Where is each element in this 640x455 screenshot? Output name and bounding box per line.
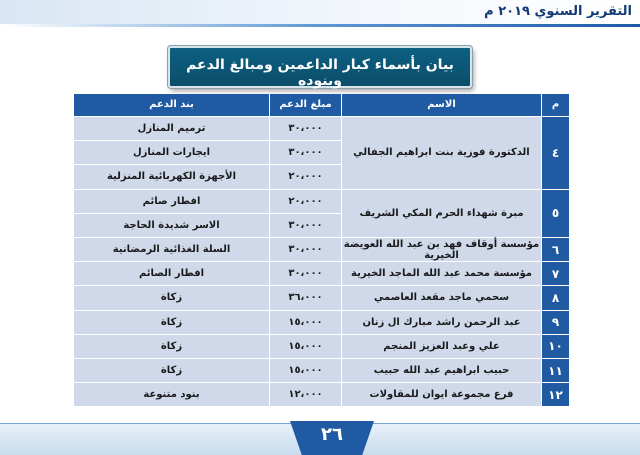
supporter-name: علي وعبد العزيز المنجم bbox=[342, 334, 542, 358]
column-header-number: م bbox=[542, 94, 570, 116]
support-amount: ١٥،٠٠٠ bbox=[270, 334, 342, 358]
support-item: السلة الغذائية الرمضانية bbox=[74, 237, 270, 261]
support-amount: ٣٠،٠٠٠ bbox=[270, 261, 342, 285]
supporters-table bbox=[74, 94, 570, 412]
support-amount: ٣٠،٠٠٠ bbox=[270, 213, 342, 237]
support-item: الاسر شديدة الحاجة bbox=[74, 213, 270, 237]
support-item: الأجهزة الكهربائية المنزلية bbox=[74, 164, 270, 188]
column-header-item: بند الدعم bbox=[74, 94, 270, 116]
row-number: ١٠ bbox=[542, 334, 570, 358]
support-amount: ٢٠،٠٠٠ bbox=[270, 164, 342, 188]
support-amount: ١٥،٠٠٠ bbox=[270, 310, 342, 334]
supporter-name: مبرة شهداء الحرم المكي الشريف bbox=[342, 189, 542, 237]
row-number: ٩ bbox=[542, 310, 570, 334]
supporter-name: مؤسسة أوقاف فهد بن عبد الله العويضة الخيرية bbox=[342, 237, 542, 261]
row-number: ٦ bbox=[542, 237, 570, 261]
support-amount: ١٥،٠٠٠ bbox=[270, 358, 342, 382]
row-number: ١١ bbox=[542, 358, 570, 382]
column-header-name: الاسم bbox=[342, 94, 542, 116]
supporter-name: مؤسسة محمد عبد الله الماجد الخيرية bbox=[342, 261, 542, 285]
support-item: زكاة bbox=[74, 334, 270, 358]
row-number: ٤ bbox=[542, 116, 570, 189]
supporter-name: حبيب ابراهيم عبد الله حبيب bbox=[342, 358, 542, 382]
supporter-name: سحمي ماجد مقعد العاصمي bbox=[342, 285, 542, 309]
section-title: بيان بأسماء كبار الداعمين ومبالغ الدعم وبنوده bbox=[186, 57, 454, 89]
support-item: زكاة bbox=[74, 285, 270, 309]
support-item: زكاة bbox=[74, 358, 270, 382]
support-amount: ٣٦،٠٠٠ bbox=[270, 285, 342, 309]
support-item: ترميم المنازل bbox=[74, 116, 270, 140]
header-divider bbox=[0, 24, 640, 27]
support-amount: ١٢،٠٠٠ bbox=[270, 382, 342, 406]
column-header-amount: مبلغ الدعم bbox=[270, 94, 342, 116]
supporter-name: فرع مجموعة ايوان للمقاولات bbox=[342, 382, 542, 406]
support-item: ايجارات المنازل bbox=[74, 140, 270, 164]
support-item: بنود متنوعة bbox=[74, 382, 270, 406]
supporter-name: الدكتورة فوزية بنت ابراهيم الجفالي bbox=[342, 116, 542, 189]
support-item: افطار الصائم bbox=[74, 261, 270, 285]
row-number: ٨ bbox=[542, 285, 570, 309]
page-number: ٢٦ bbox=[321, 424, 343, 445]
support-item: افطار صائم bbox=[74, 189, 270, 213]
support-amount: ٣٠،٠٠٠ bbox=[270, 237, 342, 261]
row-number: ٧ bbox=[542, 261, 570, 285]
support-item: زكاة bbox=[74, 310, 270, 334]
row-number: ١٢ bbox=[542, 382, 570, 406]
row-number: ٥ bbox=[542, 189, 570, 237]
support-amount: ٣٠،٠٠٠ bbox=[270, 140, 342, 164]
support-amount: ٣٠،٠٠٠ bbox=[270, 116, 342, 140]
report-title: التقرير السنوي ٢٠١٩ م bbox=[484, 4, 632, 19]
support-amount: ٢٠،٠٠٠ bbox=[270, 189, 342, 213]
section-title-box bbox=[168, 46, 472, 88]
supporter-name: عبد الرحمن راشد مبارك ال زنان bbox=[342, 310, 542, 334]
